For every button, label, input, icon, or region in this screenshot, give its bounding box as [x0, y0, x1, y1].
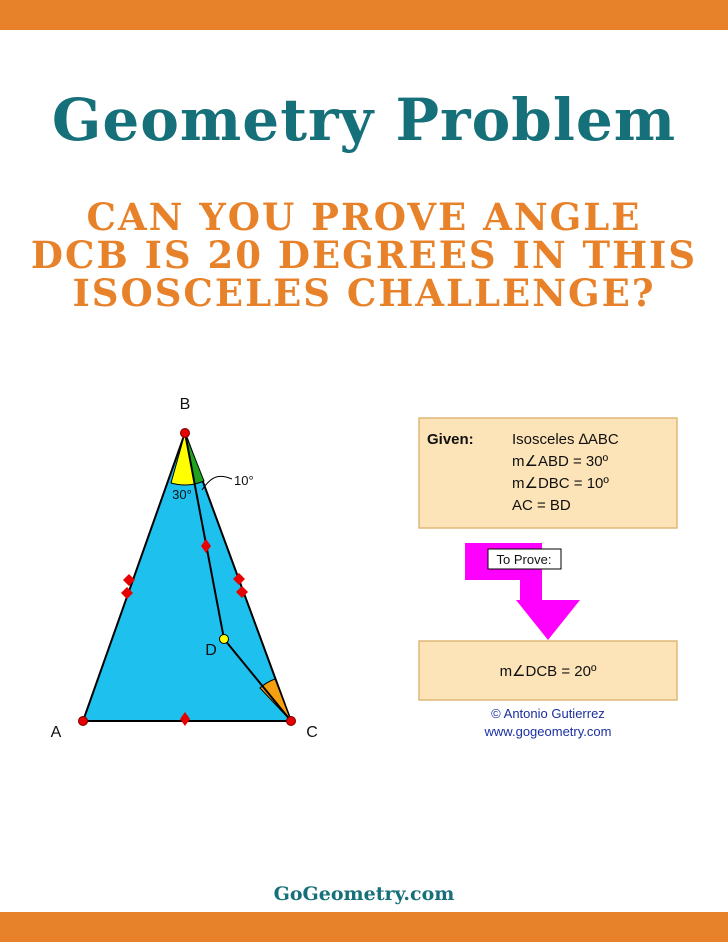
vertex-c-dot	[287, 717, 296, 726]
bottom-accent-bar	[0, 912, 728, 942]
page-subtitle	[24, 195, 704, 315]
subtitle-line-1: CAN YOU PROVE ANGLE	[86, 195, 642, 239]
label-a: A	[50, 724, 62, 741]
given-item-4: AC = BD	[512, 497, 571, 514]
given-label: Given:	[427, 431, 474, 448]
geometry-figure	[0, 380, 728, 760]
label-d: D	[205, 642, 217, 659]
label-b: B	[179, 396, 191, 413]
label-angle-30: 30°	[172, 487, 192, 502]
top-accent-bar	[0, 0, 728, 30]
label-c: C	[306, 724, 318, 741]
angle-10-leader	[202, 476, 232, 490]
subtitle-line-2: DCB IS 20 DEGREES IN THIS	[30, 233, 698, 277]
credit-text: © Antonio Gutierrez	[491, 706, 605, 721]
to-prove-label: To Prove:	[496, 552, 552, 567]
page-title: Geometry Problem	[51, 86, 677, 154]
conclusion-text: m∠DCB = 20º	[499, 663, 597, 680]
label-angle-10: 10°	[234, 473, 254, 488]
website-text: www.gogeometry.com	[484, 724, 612, 739]
vertex-a-dot	[79, 717, 88, 726]
given-item-1: Isosceles ∆ABC	[512, 431, 619, 448]
vertex-b-dot	[181, 429, 190, 438]
subtitle-line-3: ISOSCELES CHALLENGE?	[72, 271, 656, 315]
given-item-3: m∠DBC = 10º	[512, 475, 609, 492]
footer-brand[interactable]: GoGeometry.com	[273, 883, 455, 905]
point-d-dot	[220, 635, 229, 644]
given-item-2: m∠ABD = 30º	[512, 453, 609, 470]
